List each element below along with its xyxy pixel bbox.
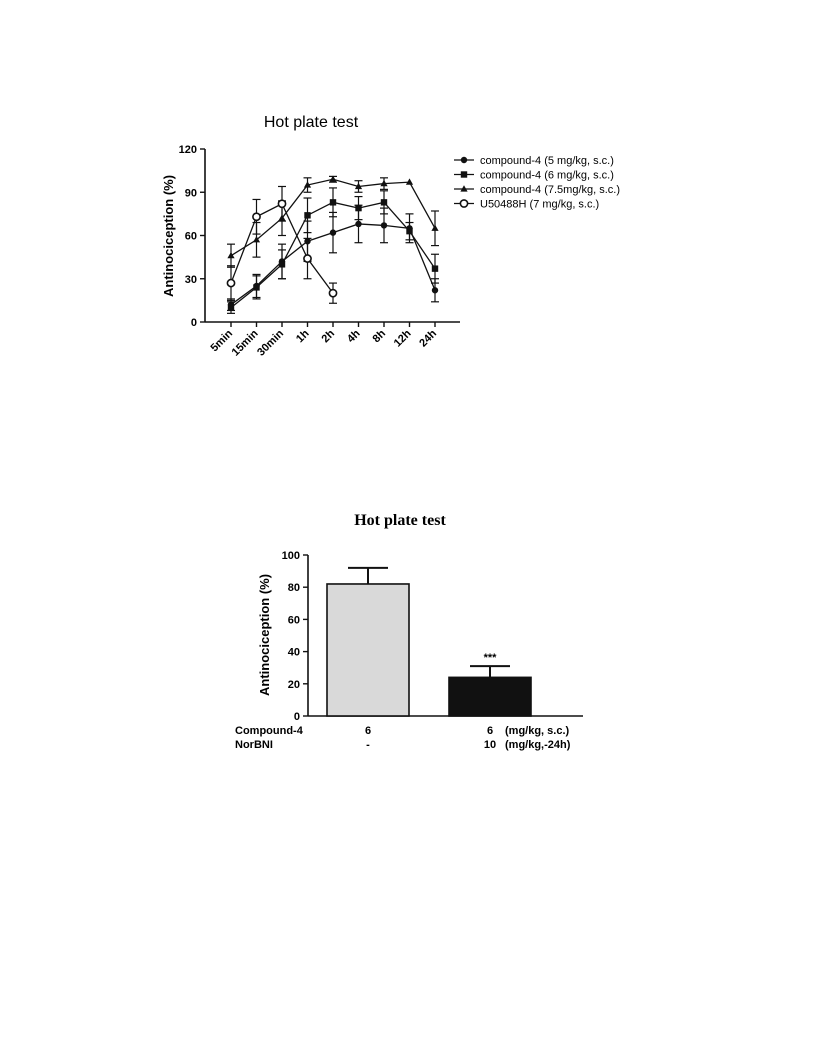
data-point <box>278 200 285 207</box>
data-point <box>227 279 234 286</box>
y-tick-label: 60 <box>184 230 197 243</box>
bar <box>449 677 531 716</box>
norbni-bar-chart <box>223 498 593 760</box>
data-point <box>406 178 413 184</box>
norbni-bar-chart-svg <box>223 498 593 760</box>
legend-entry <box>454 199 599 211</box>
x-tick-label: 4h <box>345 327 363 346</box>
data-point <box>330 199 336 205</box>
x-tick-label: 2h <box>319 327 338 346</box>
data-point <box>432 287 438 293</box>
y-tick-label: 40 <box>287 646 300 659</box>
condition-value: - <box>366 739 370 751</box>
legend-label: compound-4 (7.5mg/kg, s.c.) <box>480 184 621 196</box>
chart-title: Hot plate test <box>354 512 446 529</box>
condition-value: 6 <box>364 725 372 737</box>
y-axis-label: Antinociception (%) <box>257 573 272 697</box>
x-tick-label: 12h <box>391 327 414 350</box>
x-tick-label: 8h <box>370 327 389 346</box>
data-point <box>253 213 260 220</box>
y-tick-label: 0 <box>190 317 197 329</box>
chart-title: Hot plate test <box>263 114 359 131</box>
y-tick-label: 60 <box>287 614 300 627</box>
data-point <box>227 252 234 258</box>
x-tick-label: 30min <box>255 327 287 359</box>
condition-label: Compound-4 <box>235 725 303 737</box>
data-point <box>304 255 311 262</box>
legend-label: U50488H (7 mg/kg, s.c.) <box>480 198 600 211</box>
legend-entry <box>454 155 614 167</box>
data-point <box>406 228 412 234</box>
legend-entry <box>454 170 614 182</box>
bar <box>327 584 409 716</box>
y-axis-label: Antinociception (%) <box>161 174 176 298</box>
legend-marker <box>461 171 467 177</box>
legend-label: compound-4 (6 mg/kg, s.c.) <box>480 169 614 182</box>
x-tick-label: 1h <box>294 327 312 346</box>
y-tick-label: 80 <box>287 582 300 595</box>
data-point <box>431 224 438 230</box>
significance-label: *** <box>483 652 497 665</box>
time-course-chart-svg <box>148 100 648 372</box>
x-tick-label: 15min <box>229 327 261 359</box>
y-tick-label: 100 <box>281 550 300 562</box>
data-point <box>432 265 438 271</box>
condition-unit: (mg/kg, s.c.) <box>505 725 570 737</box>
y-tick-label: 90 <box>184 187 197 200</box>
data-point <box>330 229 336 235</box>
data-point <box>253 284 259 290</box>
condition-value: 6 <box>486 725 494 737</box>
data-point <box>381 222 387 228</box>
data-point <box>355 221 361 227</box>
y-tick-label: 0 <box>293 711 300 723</box>
time-course-chart <box>148 100 648 372</box>
data-point <box>355 205 361 211</box>
data-point <box>381 199 387 205</box>
condition-unit: (mg/kg,-24h) <box>505 739 571 751</box>
y-tick-label: 120 <box>178 144 197 156</box>
x-tick-label: 5min <box>208 327 236 355</box>
condition-label: NorBNI <box>235 739 273 751</box>
legend-marker <box>461 157 467 163</box>
y-tick-label: 30 <box>184 273 197 286</box>
data-point <box>304 212 310 218</box>
condition-value: 10 <box>483 739 497 751</box>
data-point <box>329 290 336 297</box>
legend-label: compound-4 (5 mg/kg, s.c.) <box>480 155 614 167</box>
legend-entry <box>454 184 620 196</box>
x-tick-label: 24h <box>417 327 440 350</box>
data-point <box>228 304 234 310</box>
data-point <box>279 261 285 267</box>
legend-marker <box>460 200 467 207</box>
y-tick-label: 20 <box>287 678 300 691</box>
